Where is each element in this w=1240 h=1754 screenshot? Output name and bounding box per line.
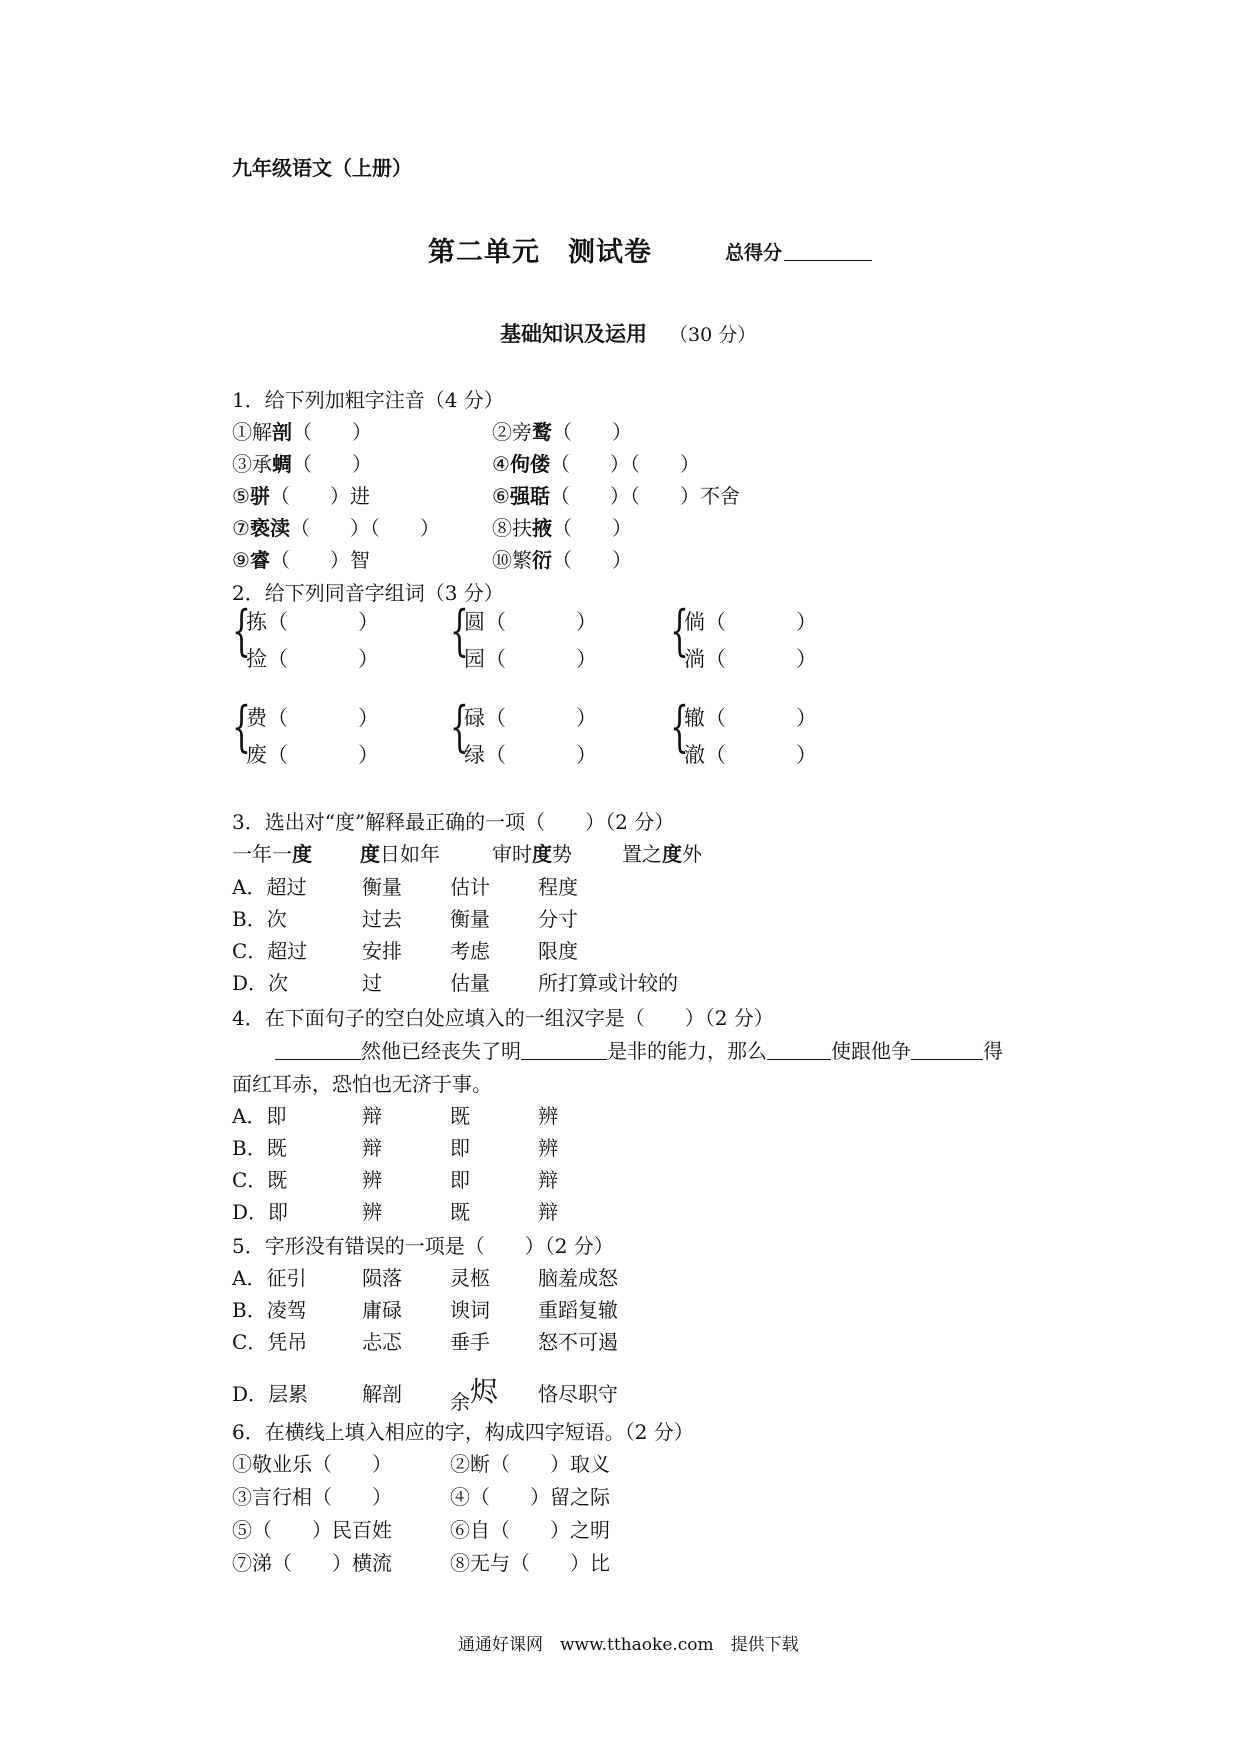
option-text: 陨落 (362, 1266, 402, 1290)
word-group-line (246, 606, 379, 636)
brace-icon: { (670, 599, 689, 662)
item-prefix: 扶 (512, 516, 532, 540)
char-paren-close: ） (358, 647, 379, 671)
sentence-part: 得 (983, 1039, 1003, 1063)
char-paren-open: 圆（ (464, 610, 506, 634)
item-bold-char: 剖 (272, 420, 292, 444)
option-cell: B．既 (232, 1136, 287, 1160)
option-cell (232, 1378, 308, 1407)
option-cell (232, 1294, 307, 1323)
item-prefix: 解 (252, 420, 272, 444)
option-cell: 即 (450, 1136, 470, 1160)
phrase-bold-char: 度 (360, 842, 380, 866)
sentence-part: 使跟他争 (831, 1039, 911, 1063)
char-paren-open: 澈（ (684, 743, 726, 767)
score-label (725, 238, 872, 265)
item-number: ② (492, 420, 512, 444)
pinyin-item (492, 512, 632, 541)
score-blank (784, 259, 872, 261)
word-group-line (684, 739, 817, 769)
item-paren: （ ） (552, 516, 632, 540)
item-number: ③ (232, 452, 252, 476)
phrase (492, 838, 572, 867)
fill-blank (767, 1058, 831, 1060)
char-paren-close: ） (796, 647, 817, 671)
option-cell: 既 (450, 1200, 470, 1224)
question-3-stem: 3．选出对“度”解释最正确的一项（ ）（2 分） (232, 810, 675, 834)
item-number: ⑩ (492, 548, 512, 572)
phrase-suffix: 势 (552, 842, 572, 866)
section-heading (500, 318, 756, 348)
option-cell: 估计 (450, 875, 490, 899)
item-bold-char: 掖 (532, 516, 552, 540)
word-group-line (246, 739, 379, 769)
sentence-part: 然他已经丧失了明 (361, 1039, 521, 1063)
item-paren: （ ） (552, 420, 632, 444)
idiom-cell: ③言行相（ ） (232, 1485, 392, 1509)
idiom-cell: ①敬业乐（ ） (232, 1452, 392, 1476)
option-cell: 辩 (362, 1136, 382, 1160)
char-paren-open: 废（ (246, 743, 288, 767)
item-bold-char: 蜩 (272, 452, 292, 476)
option-cell (362, 1262, 402, 1291)
item-paren: （ ） (269, 548, 350, 572)
item-bold-char: 亵渎 (249, 516, 290, 540)
idiom-cell: ⑦涕（ ）横流 (232, 1551, 392, 1575)
option-cell: A．超过 (232, 875, 307, 899)
brace-icon: { (232, 695, 251, 758)
phrase-bold-char: 度 (292, 842, 312, 866)
item-bold-char: 鹜 (532, 420, 552, 444)
char-paren-open: 绿（ (464, 743, 506, 767)
item-prefix: 繁 (512, 548, 532, 572)
option-text: 垂手 (450, 1330, 490, 1354)
brace-icon: { (670, 695, 689, 758)
fill-blank (275, 1058, 361, 1060)
option-text: 谀词 (450, 1298, 490, 1322)
phrase-suffix: 外 (682, 842, 702, 866)
fill-blank (911, 1058, 983, 1060)
question-4-sentence (275, 1035, 1003, 1064)
option-cell (450, 1262, 490, 1291)
option-cell: D．即 (232, 1200, 289, 1224)
phrase (622, 838, 702, 867)
option-cell (538, 1378, 618, 1407)
char-paren-close: ） (576, 743, 597, 767)
option-cell: 衡量 (362, 875, 402, 899)
phrase-prefix: 审时 (492, 842, 532, 866)
char-paren-close: ） (576, 706, 597, 730)
section-points: （30 分） (669, 324, 757, 346)
pinyin-item (232, 448, 372, 477)
option-text: 恪尽职守 (538, 1382, 618, 1406)
section-title: 基础知识及运用 (500, 321, 647, 346)
option-text: 脑羞成怒 (538, 1266, 618, 1290)
idiom-cell: ④（ ）留之际 (450, 1485, 610, 1509)
item-paren: （ ）（ ） (549, 452, 700, 476)
char-paren-close: ） (358, 743, 379, 767)
option-cell: 程度 (538, 875, 578, 899)
idiom-cell: ⑤（ ）民百姓 (232, 1518, 392, 1542)
option-text: 解剖 (362, 1382, 402, 1406)
option-cell: 限度 (538, 939, 578, 963)
option-cell (450, 1326, 490, 1355)
char-paren-open: 拣（ (246, 610, 288, 634)
item-paren: （ ）（ ） (549, 484, 700, 508)
option-cell: B．次 (232, 907, 287, 931)
item-bold-char: 衍 (532, 548, 552, 572)
word-group-line (464, 606, 597, 636)
pinyin-item (232, 512, 440, 541)
item-bold-char: 佝偻 (509, 452, 550, 476)
option-cell (538, 1294, 618, 1323)
option-cell (538, 1326, 618, 1355)
option-cell: 辨 (362, 1200, 382, 1224)
phrase-bold-char: 度 (662, 842, 682, 866)
item-number: ⑧ (492, 516, 512, 540)
option-cell: 辨 (362, 1168, 382, 1192)
option-cell: 即 (450, 1168, 470, 1192)
option-text: 忐忑 (362, 1330, 402, 1354)
score-label-text: 总得分 (725, 242, 783, 264)
char-paren-close: ） (358, 706, 379, 730)
brace-icon: { (450, 695, 469, 758)
option-cell (362, 1378, 402, 1407)
item-bold-char: 睿 (249, 548, 270, 572)
item-number: ⑨ (232, 548, 250, 572)
option-cell (232, 1262, 306, 1291)
pinyin-item (232, 416, 372, 445)
option-text: D．层累 (232, 1382, 309, 1406)
question-2-stem: 2．给下列同音字组词（3 分） (232, 581, 504, 605)
item-suffix: 智 (349, 548, 370, 572)
option-cell: 既 (450, 1104, 470, 1128)
question-5-stem: 5．字形没有错误的一项是（ ）（2 分） (232, 1234, 614, 1258)
option-cell: 辩 (538, 1168, 558, 1192)
option-cell: A．即 (232, 1104, 287, 1128)
item-suffix: 不舍 (699, 484, 740, 508)
option-cell (232, 1326, 307, 1355)
option-cell: 分寸 (538, 907, 578, 931)
item-bold-char: 强聒 (509, 484, 550, 508)
enlarged-char: 烬 (470, 1375, 499, 1408)
char-paren-open: 辙（ (684, 706, 726, 730)
document-header: 九年级语文（上册） (232, 156, 412, 180)
item-suffix: 进 (349, 484, 370, 508)
item-prefix: 旁 (512, 420, 532, 444)
idiom-cell: ②断（ ）取义 (450, 1452, 610, 1476)
option-cell: 辨 (538, 1136, 558, 1160)
item-number: ④ (492, 452, 510, 476)
idiom-cell: ⑥自（ ）之明 (450, 1518, 610, 1542)
pinyin-item (492, 480, 740, 509)
word-group-line (464, 702, 597, 732)
char-paren-close: ） (796, 706, 817, 730)
char-paren-close: ） (796, 610, 817, 634)
option-text: 重蹈复辙 (538, 1298, 618, 1322)
pinyin-item (232, 480, 370, 509)
option-text: 余 (450, 1390, 470, 1414)
char-paren-close: ） (576, 647, 597, 671)
word-group-line (464, 739, 597, 769)
option-cell: 考虑 (450, 939, 490, 963)
option-cell: 安排 (362, 939, 402, 963)
option-text: 灵柩 (450, 1266, 490, 1290)
char-paren-open: 园（ (464, 647, 506, 671)
item-number: ⑦ (232, 516, 250, 540)
phrase (360, 838, 440, 867)
page-title: 第二单元 测试卷 (428, 237, 652, 268)
idiom-cell: ⑧无与（ ）比 (450, 1551, 610, 1575)
item-paren: （ ） (292, 420, 372, 444)
option-cell: 辩 (362, 1104, 382, 1128)
word-group-line (464, 643, 597, 673)
item-number: ⑥ (492, 484, 510, 508)
pinyin-item (232, 544, 370, 573)
fill-blank (521, 1058, 607, 1060)
item-paren: （ ）（ ） (289, 516, 440, 540)
option-text: 庸碌 (362, 1298, 402, 1322)
option-cell (450, 1294, 490, 1323)
char-paren-open: 捡（ (246, 647, 288, 671)
item-prefix: 承 (252, 452, 272, 476)
option-cell: 辩 (538, 1200, 558, 1224)
brace-icon: { (450, 599, 469, 662)
option-text: C．凭吊 (232, 1330, 308, 1354)
phrase-prefix: 置之 (622, 842, 662, 866)
pinyin-item (492, 416, 632, 445)
option-cell (450, 1375, 499, 1418)
option-cell (538, 1262, 618, 1291)
option-text: B．凌驾 (232, 1298, 307, 1322)
option-cell: 估量 (450, 971, 490, 995)
sentence-part: 是非的能力，那么 (607, 1039, 767, 1063)
char-paren-open: 淌（ (684, 647, 726, 671)
phrase-bold-char: 度 (532, 842, 552, 866)
item-number: ① (232, 420, 252, 444)
char-paren-open: 碌（ (464, 706, 506, 730)
option-cell: C．超过 (232, 939, 308, 963)
pinyin-item (492, 448, 700, 477)
option-cell (362, 1326, 402, 1355)
word-group-line (684, 702, 817, 732)
brace-icon: { (232, 599, 251, 662)
word-group-line (246, 702, 379, 732)
option-cell: 辨 (538, 1104, 558, 1128)
char-paren-open: 费（ (246, 706, 288, 730)
option-cell: 所打算或计较的 (538, 971, 678, 995)
option-cell: C．既 (232, 1168, 288, 1192)
phrase-suffix: 日如年 (380, 842, 440, 866)
char-paren-close: ） (796, 743, 817, 767)
question-4-sentence-line2: 面红耳赤，恐怕也无济于事。 (232, 1072, 492, 1096)
page-footer: 通通好课网 www.tthaoke.com 提供下载 (458, 1635, 799, 1655)
item-paren: （ ） (552, 548, 632, 572)
item-number: ⑤ (232, 484, 250, 508)
item-paren: （ ） (269, 484, 350, 508)
option-text: A．征引 (232, 1266, 307, 1290)
option-cell (362, 1294, 402, 1323)
word-group-line (684, 643, 817, 673)
phrase (232, 838, 312, 867)
pinyin-item (492, 544, 632, 573)
char-paren-open: 倘（ (684, 610, 726, 634)
option-cell: D．次 (232, 971, 289, 995)
word-group-line (246, 643, 379, 673)
word-group-line (684, 606, 817, 636)
option-cell: 过去 (362, 907, 402, 931)
item-paren: （ ） (292, 452, 372, 476)
option-cell: 过 (362, 971, 382, 995)
char-paren-close: ） (576, 610, 597, 634)
option-cell: 衡量 (450, 907, 490, 931)
question-1-stem: 1．给下列加粗字注音（4 分） (232, 388, 504, 412)
char-paren-close: ） (358, 610, 379, 634)
option-text: 怒不可遏 (538, 1330, 618, 1354)
question-6-stem: 6．在横线上填入相应的字，构成四字短语。（2 分） (232, 1420, 694, 1444)
item-bold-char: 骈 (249, 484, 270, 508)
phrase-prefix: 一年一 (232, 842, 292, 866)
question-4-stem: 4．在下面句子的空白处应填入的一组汉字是（ ）（2 分） (232, 1006, 774, 1030)
